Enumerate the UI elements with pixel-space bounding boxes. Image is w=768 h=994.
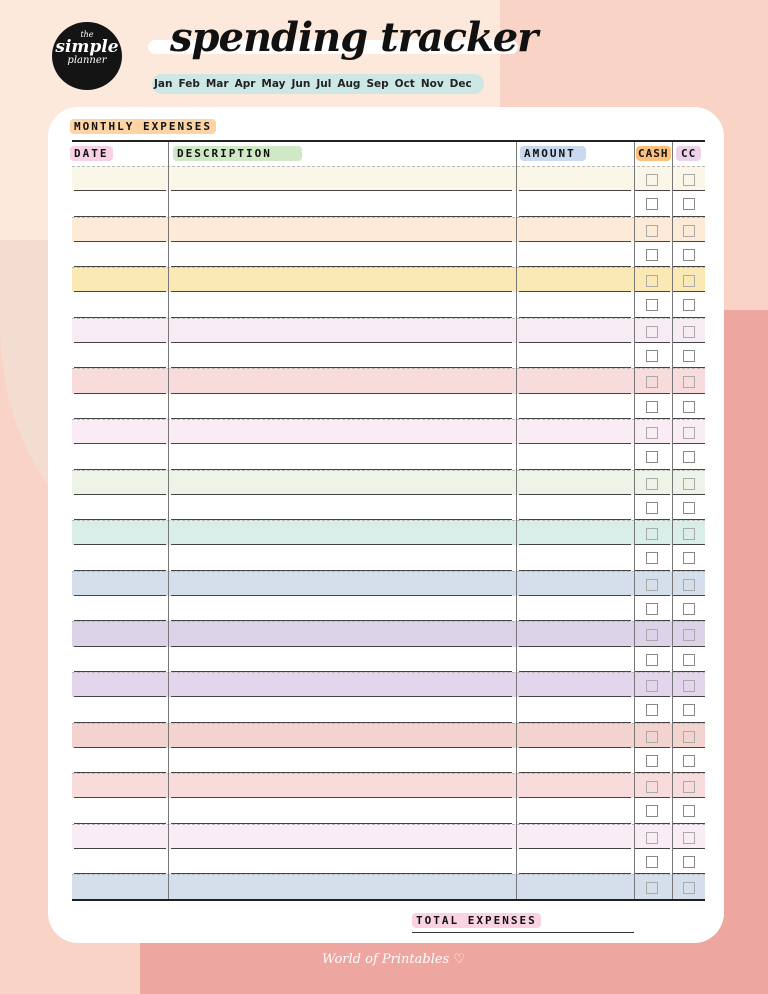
- table-row: [72, 267, 705, 292]
- table-row: [72, 773, 705, 798]
- amount-cell[interactable]: [517, 268, 633, 292]
- table-row: [72, 520, 705, 545]
- table-row: [72, 292, 705, 317]
- amount-cell[interactable]: [517, 697, 633, 722]
- date-cell[interactable]: [72, 268, 168, 292]
- column-divider: [516, 142, 517, 900]
- amount-cell[interactable]: [517, 471, 633, 495]
- divider: [72, 140, 705, 142]
- month-aug[interactable]: Aug: [337, 78, 361, 90]
- table-row: [72, 798, 705, 823]
- logo-text: planner: [67, 55, 107, 66]
- cash-checkbox[interactable]: [646, 629, 658, 641]
- cash-checkbox[interactable]: [646, 376, 658, 388]
- amount-cell[interactable]: [517, 420, 633, 444]
- logo: [52, 22, 122, 90]
- amount-cell[interactable]: [517, 369, 633, 393]
- cc-checkbox[interactable]: [683, 326, 695, 338]
- amount-cell[interactable]: [517, 825, 633, 849]
- cash-checkbox[interactable]: [646, 478, 658, 490]
- column-header-date: DATE: [70, 146, 113, 161]
- month-selector: [152, 74, 484, 94]
- date-cell[interactable]: [72, 495, 168, 520]
- amount-cell[interactable]: [517, 292, 633, 317]
- cash-checkbox[interactable]: [646, 603, 658, 615]
- amount-cell[interactable]: [517, 167, 633, 191]
- cash-checkbox[interactable]: [646, 528, 658, 540]
- cash-checkbox[interactable]: [646, 680, 658, 692]
- cc-checkbox[interactable]: [683, 856, 695, 868]
- month-jan[interactable]: Jan: [154, 78, 173, 90]
- cash-checkbox[interactable]: [646, 579, 658, 591]
- month-nov[interactable]: Nov: [420, 78, 444, 90]
- month-dec[interactable]: Dec: [449, 78, 472, 90]
- date-cell[interactable]: [72, 242, 168, 267]
- description-cell[interactable]: [169, 622, 514, 646]
- table-row: [72, 545, 705, 570]
- description-cell[interactable]: [169, 647, 514, 672]
- amount-cell[interactable]: [517, 572, 633, 596]
- date-cell[interactable]: [72, 849, 168, 874]
- month-jun[interactable]: Jun: [291, 78, 311, 90]
- table-row: [72, 394, 705, 419]
- description-cell[interactable]: [169, 167, 514, 191]
- date-cell[interactable]: [72, 471, 168, 495]
- amount-cell[interactable]: [517, 545, 633, 570]
- description-cell[interactable]: [169, 875, 514, 899]
- table-row: [72, 748, 705, 773]
- divider: [72, 899, 705, 901]
- cc-checkbox[interactable]: [683, 704, 695, 716]
- cash-checkbox[interactable]: [646, 299, 658, 311]
- description-cell[interactable]: [169, 268, 514, 292]
- date-cell[interactable]: [72, 697, 168, 722]
- cash-checkbox[interactable]: [646, 350, 658, 362]
- cc-checkbox[interactable]: [683, 552, 695, 564]
- date-cell[interactable]: [72, 319, 168, 343]
- amount-cell[interactable]: [517, 394, 633, 419]
- total-expenses-field[interactable]: [412, 932, 634, 933]
- cash-checkbox[interactable]: [646, 225, 658, 237]
- column-divider: [634, 142, 635, 900]
- cash-checkbox[interactable]: [646, 502, 658, 514]
- month-oct[interactable]: Oct: [394, 78, 415, 90]
- total-expenses-label: TOTAL EXPENSES: [412, 913, 541, 928]
- table-row: [72, 191, 705, 216]
- cc-checkbox[interactable]: [683, 249, 695, 261]
- description-cell[interactable]: [169, 218, 514, 242]
- logo-text: the: [80, 30, 94, 39]
- description-cell[interactable]: [169, 319, 514, 343]
- footer-brand: World of Printables ♡: [322, 952, 465, 967]
- cc-checkbox[interactable]: [683, 832, 695, 844]
- date-cell[interactable]: [72, 521, 168, 545]
- amount-cell[interactable]: [517, 444, 633, 469]
- cc-checkbox[interactable]: [683, 174, 695, 186]
- description-cell[interactable]: [169, 420, 514, 444]
- description-cell[interactable]: [169, 697, 514, 722]
- description-cell[interactable]: [169, 521, 514, 545]
- column-header-amount: AMOUNT: [520, 146, 586, 161]
- table-row: [72, 596, 705, 621]
- date-cell[interactable]: [72, 191, 168, 216]
- date-cell[interactable]: [72, 748, 168, 773]
- cash-checkbox[interactable]: [646, 781, 658, 793]
- cash-checkbox[interactable]: [646, 174, 658, 186]
- cc-checkbox[interactable]: [683, 376, 695, 388]
- table-row: [72, 723, 705, 748]
- description-cell[interactable]: [169, 471, 514, 495]
- amount-cell[interactable]: [517, 191, 633, 216]
- amount-cell[interactable]: [517, 495, 633, 520]
- date-cell[interactable]: [72, 572, 168, 596]
- cc-checkbox[interactable]: [683, 427, 695, 439]
- amount-cell[interactable]: [517, 875, 633, 899]
- cc-checkbox[interactable]: [683, 350, 695, 362]
- description-cell[interactable]: [169, 191, 514, 216]
- cc-checkbox[interactable]: [683, 528, 695, 540]
- table-row: [72, 444, 705, 469]
- table-row: [72, 470, 705, 495]
- description-cell[interactable]: [169, 673, 514, 697]
- cc-checkbox[interactable]: [683, 731, 695, 743]
- date-cell[interactable]: [72, 622, 168, 646]
- date-cell[interactable]: [72, 444, 168, 469]
- month-apr[interactable]: Apr: [234, 78, 256, 90]
- cash-checkbox[interactable]: [646, 731, 658, 743]
- description-cell[interactable]: [169, 774, 514, 798]
- cc-checkbox[interactable]: [683, 603, 695, 615]
- cc-checkbox[interactable]: [683, 805, 695, 817]
- month-may[interactable]: May: [261, 78, 286, 90]
- amount-cell[interactable]: [517, 849, 633, 874]
- amount-cell[interactable]: [517, 596, 633, 621]
- month-mar[interactable]: Mar: [205, 78, 229, 90]
- description-cell[interactable]: [169, 798, 514, 823]
- date-cell[interactable]: [72, 798, 168, 823]
- column-divider: [672, 142, 673, 900]
- description-cell[interactable]: [169, 748, 514, 773]
- column-header-cash: CASH: [638, 147, 669, 160]
- month-jul[interactable]: Jul: [316, 78, 332, 90]
- date-cell[interactable]: [72, 218, 168, 242]
- description-cell[interactable]: [169, 369, 514, 393]
- cc-checkbox[interactable]: [683, 755, 695, 767]
- date-cell[interactable]: [72, 724, 168, 748]
- description-cell[interactable]: [169, 343, 514, 368]
- cash-checkbox[interactable]: [646, 275, 658, 287]
- table-row: [72, 217, 705, 242]
- logo-text: simple: [55, 37, 119, 57]
- amount-cell[interactable]: [517, 343, 633, 368]
- description-cell[interactable]: [169, 495, 514, 520]
- cc-checkbox[interactable]: [683, 680, 695, 692]
- cc-checkbox[interactable]: [683, 478, 695, 490]
- date-cell[interactable]: [72, 292, 168, 317]
- section-label: MONTHLY EXPENSES: [70, 119, 216, 134]
- amount-cell[interactable]: [517, 798, 633, 823]
- cc-checkbox[interactable]: [683, 882, 695, 894]
- cc-checkbox[interactable]: [683, 579, 695, 591]
- table-row: [72, 318, 705, 343]
- amount-cell[interactable]: [517, 622, 633, 646]
- description-cell[interactable]: [169, 292, 514, 317]
- amount-cell[interactable]: [517, 218, 633, 242]
- cc-checkbox[interactable]: [683, 502, 695, 514]
- expense-table: [72, 166, 705, 900]
- date-cell[interactable]: [72, 394, 168, 419]
- table-row: [72, 495, 705, 520]
- table-row: [72, 697, 705, 722]
- date-cell[interactable]: [72, 545, 168, 570]
- description-cell[interactable]: [169, 825, 514, 849]
- amount-cell[interactable]: [517, 774, 633, 798]
- cash-checkbox[interactable]: [646, 805, 658, 817]
- cash-checkbox[interactable]: [646, 856, 658, 868]
- table-row: [72, 849, 705, 874]
- cc-checkbox[interactable]: [683, 225, 695, 237]
- table-row: [72, 647, 705, 672]
- description-cell[interactable]: [169, 242, 514, 267]
- date-cell[interactable]: [72, 369, 168, 393]
- cash-checkbox[interactable]: [646, 326, 658, 338]
- month-sep[interactable]: Sep: [366, 78, 389, 90]
- date-cell[interactable]: [72, 596, 168, 621]
- cc-checkbox[interactable]: [683, 198, 695, 210]
- description-cell[interactable]: [169, 596, 514, 621]
- cc-checkbox[interactable]: [683, 299, 695, 311]
- page-title: spending tracker: [170, 14, 538, 61]
- date-cell[interactable]: [72, 825, 168, 849]
- table-row: [72, 874, 705, 899]
- description-cell[interactable]: [169, 444, 514, 469]
- cash-checkbox[interactable]: [646, 832, 658, 844]
- cash-checkbox[interactable]: [646, 451, 658, 463]
- table-row: [72, 166, 705, 191]
- column-divider: [168, 142, 169, 900]
- table-row: [72, 824, 705, 849]
- date-cell[interactable]: [72, 875, 168, 899]
- column-header-description: DESCRIPTION: [173, 146, 302, 161]
- amount-cell[interactable]: [517, 319, 633, 343]
- table-row: [72, 621, 705, 646]
- cc-checkbox[interactable]: [683, 781, 695, 793]
- table-row: [72, 419, 705, 444]
- date-cell[interactable]: [72, 420, 168, 444]
- cc-checkbox[interactable]: [683, 654, 695, 666]
- table-row: [72, 343, 705, 368]
- amount-cell[interactable]: [517, 724, 633, 748]
- date-cell[interactable]: [72, 673, 168, 697]
- date-cell[interactable]: [72, 647, 168, 672]
- amount-cell[interactable]: [517, 748, 633, 773]
- cc-checkbox[interactable]: [683, 401, 695, 413]
- cash-checkbox[interactable]: [646, 427, 658, 439]
- cash-checkbox[interactable]: [646, 552, 658, 564]
- amount-cell[interactable]: [517, 521, 633, 545]
- table-row: [72, 242, 705, 267]
- date-cell[interactable]: [72, 774, 168, 798]
- date-cell[interactable]: [72, 343, 168, 368]
- description-cell[interactable]: [169, 572, 514, 596]
- cash-checkbox[interactable]: [646, 755, 658, 767]
- cc-checkbox[interactable]: [683, 629, 695, 641]
- cash-checkbox[interactable]: [646, 654, 658, 666]
- description-cell[interactable]: [169, 394, 514, 419]
- column-header-cc: CC: [676, 146, 701, 161]
- amount-cell[interactable]: [517, 242, 633, 267]
- description-cell[interactable]: [169, 724, 514, 748]
- cash-checkbox[interactable]: [646, 198, 658, 210]
- cc-checkbox[interactable]: [683, 451, 695, 463]
- cash-checkbox[interactable]: [646, 704, 658, 716]
- cash-checkbox[interactable]: [646, 401, 658, 413]
- description-cell[interactable]: [169, 849, 514, 874]
- table-row: [72, 672, 705, 697]
- month-feb[interactable]: Feb: [178, 78, 200, 90]
- cc-checkbox[interactable]: [683, 275, 695, 287]
- table-row: [72, 368, 705, 393]
- date-cell[interactable]: [72, 167, 168, 191]
- amount-cell[interactable]: [517, 673, 633, 697]
- cash-checkbox[interactable]: [646, 882, 658, 894]
- description-cell[interactable]: [169, 545, 514, 570]
- cash-checkbox[interactable]: [646, 249, 658, 261]
- table-row: [72, 571, 705, 596]
- amount-cell[interactable]: [517, 647, 633, 672]
